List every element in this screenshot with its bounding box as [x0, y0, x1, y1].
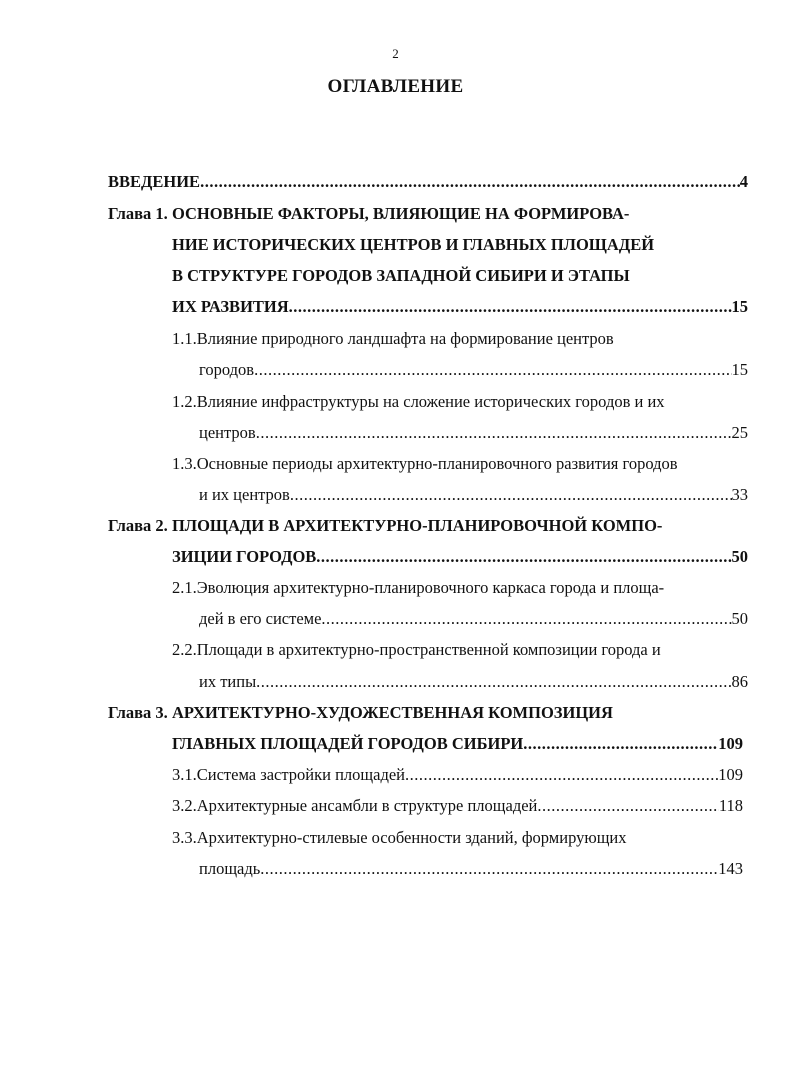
chapter-title: ПЛОЩАДИ В АРХИТЕКТУРНО-ПЛАНИРОВОЧНОЙ КОМПО-	[171, 516, 663, 535]
toc-entry-title: ИХ РАЗВИТИЯ	[172, 297, 289, 316]
dot-leader	[405, 764, 718, 786]
chapter-label: Глава 3.	[108, 703, 168, 722]
chapter-title: АРХИТЕКТУРНО-ХУДОЖЕСТВЕННАЯ КОМПОЗИЦИЯ	[171, 703, 613, 722]
dot-leader	[316, 546, 731, 568]
toc-page-number: 118	[718, 796, 743, 815]
toc-chapter-1-line-3: В СТРУКТУРЕ ГОРОДОВ ЗАПАДНОЙ СИБИРИ И ЭТАПЫ	[172, 266, 630, 285]
dot-leader	[254, 359, 731, 381]
toc-chapter-1-line-2: НИЕ ИСТОРИЧЕСКИХ ЦЕНТРОВ И ГЛАВНЫХ ПЛОЩАДЕЙ	[172, 235, 655, 254]
toc-section-3-3-line-1: 3.3.Архитектурно-стилевые особенности зданий, формирующих	[172, 828, 627, 847]
toc-section-1-1-line-2	[199, 359, 748, 381]
toc-section-2-2-line-1: 2.2.Площади в архитектурно-пространственной композиции города и	[172, 640, 661, 659]
toc-entry-title: ЗИЦИИ ГОРОДОВ	[172, 547, 317, 566]
toc-section-2-1-line-2	[199, 608, 748, 630]
toc-entry-title: площадь	[199, 859, 261, 878]
toc-page-number: 15	[731, 360, 748, 379]
toc-section-3-2	[172, 795, 743, 817]
toc-section-1-3-line-1: 1.3.Основные периоды архитектурно-планировочного развития городов	[172, 454, 678, 473]
toc-section-1-2-line-1: 1.2.Влияние инфраструктуры на сложение исторических городов и их	[172, 392, 665, 411]
toc-entry-title: и их центров	[199, 485, 290, 504]
toc-chapter-3-line-1	[108, 702, 613, 724]
toc-section-3-1	[172, 764, 743, 786]
toc-page-number: 33	[731, 485, 748, 504]
toc-section-1-2-line-2	[199, 422, 748, 444]
toc-section-1-3-line-2	[199, 484, 748, 506]
toc-chapter-2-line-1	[108, 515, 662, 537]
dot-leader	[260, 858, 718, 880]
toc-chapter-3-line-2	[172, 733, 743, 755]
toc-page-number: 109	[718, 734, 743, 753]
toc-entry-title: их типы	[199, 672, 257, 691]
toc-section-2-1-line-1: 2.1.Эволюция архитектурно-планировочного каркаса города и площа-	[172, 578, 665, 597]
dot-leader	[321, 608, 731, 630]
dot-leader	[523, 733, 718, 755]
toc-section-2-2-line-2	[199, 671, 748, 693]
page-number: 2	[392, 46, 399, 61]
toc-page-number: 50	[731, 547, 748, 566]
toc-entry-title: центров	[199, 423, 256, 442]
dot-leader	[256, 422, 732, 444]
chapter-label: Глава 1.	[108, 204, 168, 223]
toc-page-number: 50	[731, 609, 748, 628]
dot-leader	[537, 795, 718, 817]
toc-entry-title: ВВЕДЕНИЕ	[108, 172, 201, 191]
toc-page-number: 4	[739, 172, 748, 191]
toc-chapter-2-line-2	[172, 546, 748, 568]
toc-entry-title: 3.2.Архитектурные ансамбли в структуре площадей	[172, 796, 538, 815]
toc-section-3-3-line-2	[199, 858, 743, 880]
toc-page-number: 25	[731, 423, 748, 442]
toc-entry-title: городов	[199, 360, 255, 379]
toc-page-number: 86	[731, 672, 748, 691]
toc-entry-intro	[108, 171, 748, 193]
dot-leader	[200, 171, 740, 193]
toc-chapter-1-line-4	[172, 296, 748, 318]
toc-page-number: 109	[718, 765, 743, 784]
toc-chapter-1-line-1	[108, 203, 629, 225]
toc-entry-title: 3.1.Система застройки площадей	[172, 765, 405, 784]
chapter-title: ОСНОВНЫЕ ФАКТОРЫ, ВЛИЯЮЩИЕ НА ФОРМИРОВА-	[171, 204, 630, 223]
toc-entry-title: дей в его системе	[199, 609, 322, 628]
toc-page-number: 143	[718, 859, 743, 878]
toc-page-number: 15	[731, 297, 748, 316]
chapter-label: Глава 2.	[108, 516, 168, 535]
toc-section-1-1-line-1: 1.1.Влияние природного ландшафта на формирование центров	[172, 329, 614, 348]
dot-leader	[290, 484, 732, 506]
dot-leader	[256, 671, 731, 693]
page-title: ОГЛАВЛЕНИЕ	[327, 76, 464, 97]
toc-entry-title: ГЛАВНЫХ ПЛОЩАДЕЙ ГОРОДОВ СИБИРИ	[172, 734, 524, 753]
dot-leader	[289, 296, 732, 318]
